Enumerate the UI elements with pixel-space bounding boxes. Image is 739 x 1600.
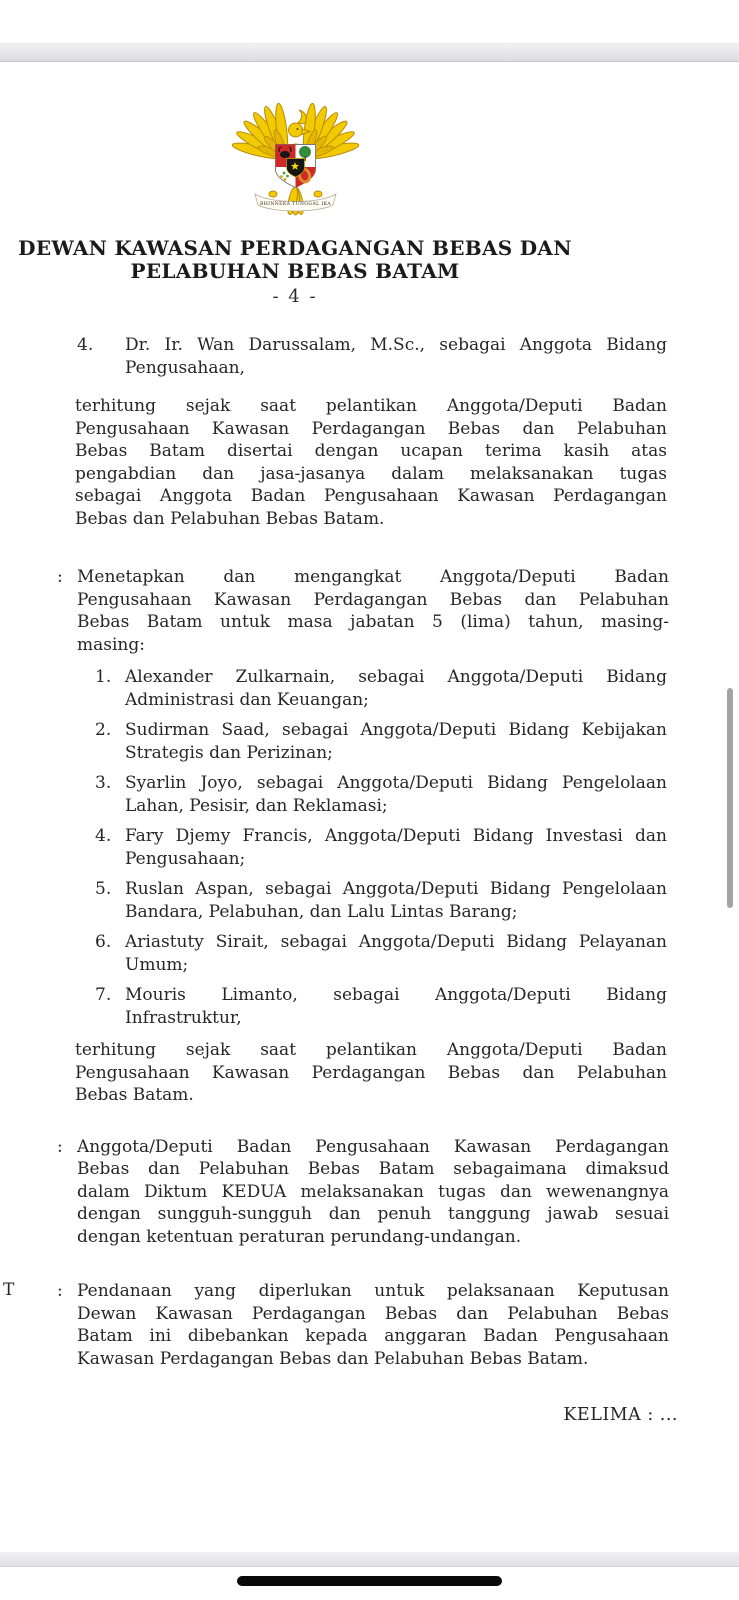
diktum-ketiga: [55, 1136, 667, 1249]
list-item-number: 6.: [95, 932, 112, 952]
list-item-text: Syarlin Joyo, sebagai Anggota/Deputi Bidang Pengelolaan Lahan, Pesisir, dan Reklamasi;: [125, 773, 667, 816]
document-body: [55, 334, 678, 1427]
list-item-number: 4.: [95, 826, 112, 846]
list-item: [95, 719, 667, 764]
list-item: [95, 772, 667, 817]
list-item-number: 7.: [95, 985, 112, 1005]
list-item: [95, 825, 667, 870]
diktum-text: Pendanaan yang diperlukan untuk pelaksanaan Keputusan Dewan Kawasan Perdagangan Bebas dan Pelabuhan Bebas Batam ini dibebankan kepada anggaran Badan Pengusahaan Kawasan Perdagangan Bebas dan Pelabuhan Bebas Batam.: [77, 1281, 669, 1369]
diktum-colon: :: [57, 1281, 63, 1301]
diktum-colon: :: [57, 1136, 63, 1157]
list-item-text: Fary Djemy Francis, Anggota/Deputi Bidang Investasi dan Pengusahaan;: [125, 826, 667, 869]
list-item-text: Ariastuty Sirait, sebagai Anggota/Deputi Bidang Pelayanan Umum;: [125, 932, 667, 975]
list-item-number: 3.: [95, 773, 112, 793]
list-item-number: 4.: [77, 335, 94, 355]
diktum-text: Anggota/Deputi Badan Pengusahaan Kawasan Perdagangan Bebas dan Pelabuhan Bebas Batam sebagaimana dimaksud dalam Diktum KEDUA melaksanakan tugas dan wewenangnya dengan sungguh-sungguh dan penuh tanggung jawab sesuai dengan ketentuan peraturan perundang-undangan.: [77, 1136, 669, 1247]
paragraph: terhitung sejak saat pelantikan Anggota/Deputi Badan Pengusahaan Kawasan Perdagangan Bebas dan Pelabuhan Bebas Batam.: [75, 1040, 667, 1105]
list-item-number: 1.: [95, 667, 112, 687]
diktum-keempat: [55, 1280, 667, 1370]
letterhead-org-name: [0, 237, 590, 283]
page-number: - 4 -: [272, 286, 318, 307]
list-item: [95, 666, 667, 711]
list-item: [95, 878, 667, 923]
clipped-diktum-label: T: [3, 1280, 15, 1300]
scrollbar-thumb[interactable]: [727, 688, 733, 908]
list-item: [95, 984, 667, 1029]
list-item-number: 5.: [95, 879, 112, 899]
continuation-marker: KELIMA : ...: [563, 1405, 678, 1425]
org-name-line2: PELABUHAN BEBAS BATAM: [130, 259, 460, 283]
emblem-motto-text: BHINNEKA TUNGGAL IKA: [259, 202, 332, 207]
garuda-pancasila-emblem: [228, 95, 363, 218]
list-item-text: Ruslan Aspan, sebagai Anggota/Deputi Bidang Pengelolaan Bandara, Pelabuhan, dan Lalu Lintas Barang;: [125, 879, 667, 922]
diktum-colon: :: [57, 567, 63, 587]
list-item-text: Mouris Limanto, sebagai Anggota/Deputi Bidang Infrastruktur,: [125, 985, 667, 1028]
paragraph: terhitung sejak saat pelantikan Anggota/Deputi Badan Pengusahaan Kawasan Perdagangan Bebas dan Pelabuhan Bebas Batam disertai dengan ucapan terima kasih atas pengabdian dan jasa-jasanya dalam melaksanakan tugas sebagai Anggota Badan Pengusahaan Kawasan Perdagangan Bebas dan Pelabuhan Bebas Batam.: [75, 396, 667, 529]
list-item-text: Sudirman Saad, sebagai Anggota/Deputi Bidang Kebijakan Strategis dan Perizinan;: [125, 720, 667, 763]
list-item: [95, 931, 667, 976]
list-item-text: Alexander Zulkarnain, sebagai Anggota/Deputi Bidang Administrasi dan Keuangan;: [125, 667, 667, 710]
diktum-text: Menetapkan dan mengangkat Anggota/Deputi Badan Pengusahaan Kawasan Perdagangan Bebas dan Pelabuhan Bebas Batam untuk masa jabatan 5 (lima) tahun, masing- masing:: [77, 567, 669, 655]
list-item-number: 2.: [95, 720, 112, 740]
bottom-chrome-bar: [0, 1552, 739, 1567]
org-name-line1: DEWAN KAWASAN PERDAGANGAN BEBAS DAN: [18, 236, 572, 260]
list-item: [77, 334, 667, 379]
list-item-text: Dr. Ir. Wan Darussalam, M.Sc., sebagai Anggota Bidang Pengusahaan,: [125, 335, 667, 378]
diktum-kedua: [55, 566, 667, 656]
top-chrome-bar: [0, 43, 739, 62]
home-indicator[interactable]: [237, 1576, 502, 1586]
